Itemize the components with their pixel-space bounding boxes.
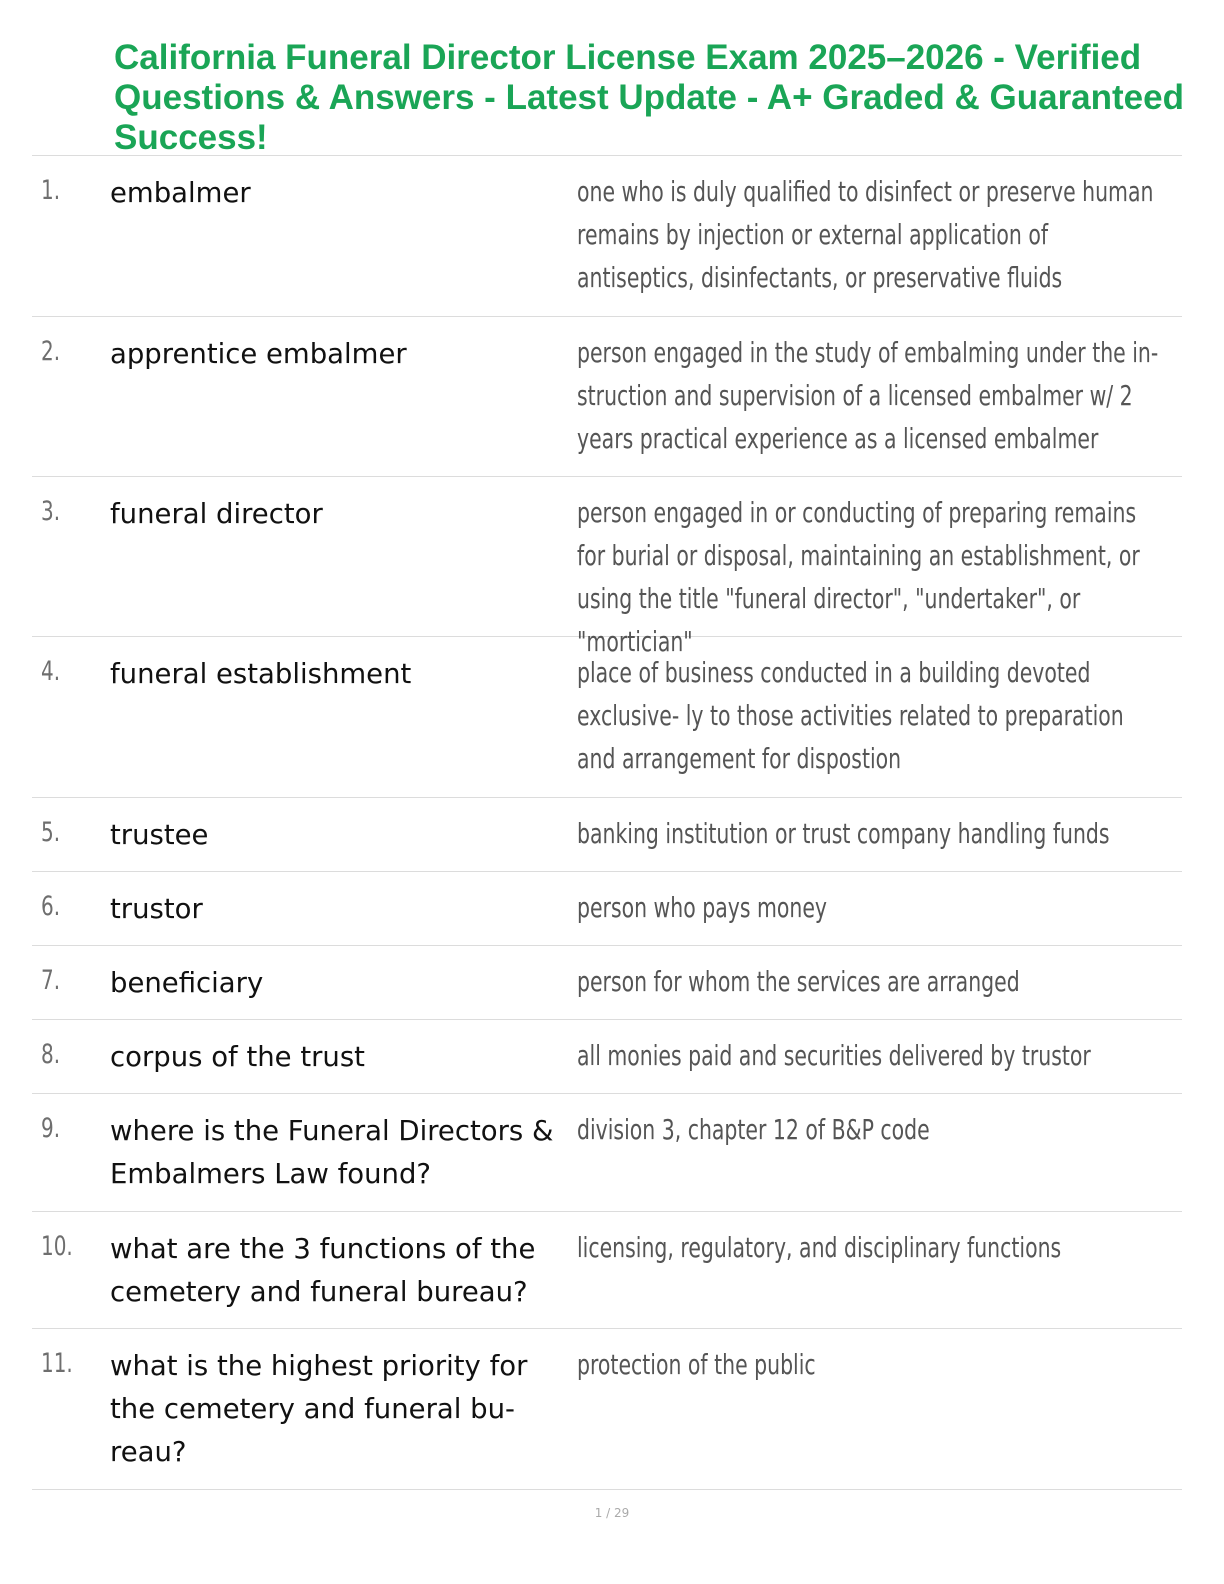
card-definition: one who is duly qualified to disinfect or preserve human remains by injection or external application of antiseptics, disinfectants, or preservative fluids [577,175,1154,294]
card-term: beneficiary [110,967,264,999]
card-number: 8. [41,1039,61,1070]
flashcard-row [32,1094,1182,1212]
document-title: California Funeral Director License Exam 2025–2026 - Verified Questions & Answers - Latest Update - A+ Graded & Guaranteed Success! [114,38,1184,157]
card-definition: person for whom the services are arranged [577,965,1020,998]
card-number: 5. [41,817,61,848]
card-term: trustee [110,819,209,851]
card-definition: all monies paid and securities delivered by trustor [577,1039,1091,1072]
card-number: 7. [41,965,61,996]
card-number: 9. [41,1113,61,1144]
card-definition: licensing, regulatory, and disciplinary functions [577,1231,1062,1264]
card-term: what are the 3 functions of the cemetery and funeral bureau? [110,1233,536,1308]
flashcard-row [32,477,1182,658]
card-number: 2. [41,336,61,367]
card-term: apprentice embalmer [110,338,407,370]
card-term: funeral establishment [110,658,412,690]
card-term: trustor [110,893,203,925]
card-number: 6. [41,891,61,922]
flashcard-row [32,1212,1182,1329]
flashcard-row [32,156,1182,317]
card-definition: person engaged in the study of embalming under the in- struction and supervision of a licensed embalmer w/ 2 years practical experience as a licensed embalmer [577,336,1159,455]
card-term: corpus of the trust [110,1041,365,1073]
card-term: where is the Funeral Directors & Embalmers Law found? [110,1115,554,1190]
card-definition: protection of the public [577,1348,816,1381]
card-definition: place of business conducted in a building devoted exclusive- ly to those activities related to preparation and arrangement for dispostion [577,656,1124,775]
card-number: 10. [41,1231,73,1262]
page-number: 1 / 29 [594,1506,630,1520]
card-number: 3. [41,496,61,527]
flashcard-row [32,317,1182,477]
flashcard-row [32,1020,1182,1094]
card-term: embalmer [110,177,251,209]
card-definition: person engaged in or conducting of preparing remains for burial or disposal, maintaining an establishment, or using the title "funeral director", "undertaker", or "mortician" [577,496,1140,658]
flashcard-row [32,798,1182,872]
flashcard-row [32,872,1182,946]
flashcard-row [32,946,1182,1020]
card-definition: banking institution or trust company handling funds [577,817,1110,850]
card-number: 11. [41,1348,73,1379]
card-number: 1. [41,175,61,206]
card-definition: division 3, chapter 12 of B&P code [577,1113,930,1146]
card-definition: person who pays money [577,891,828,924]
card-number: 4. [41,656,61,687]
card-term: what is the highest priority for the cemetery and funeral bu- reau? [110,1350,528,1468]
card-term: funeral director [110,498,323,530]
flashcard-row [32,1329,1182,1490]
flashcard-row [32,637,1182,798]
flashcard-list [32,155,1182,1490]
